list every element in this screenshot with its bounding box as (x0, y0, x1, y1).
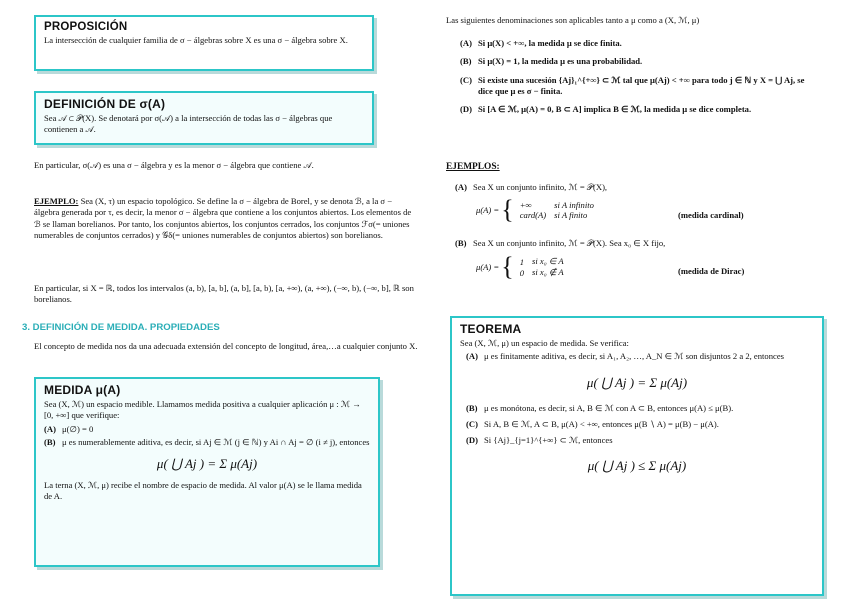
teorema-c-text: Si A, B ∈ ℳ, A ⊂ B, μ(A) < +∞, entonces μ(B ∖ A) = μ(B) − μ(A). (484, 418, 719, 429)
right-item-c (460, 75, 820, 98)
ejemplo-a-label: (A) (455, 182, 467, 192)
teorema-item-a (460, 351, 814, 362)
ejemplo-b-lhs: μ(A) = (476, 262, 500, 272)
ejemplo-paragraph (34, 196, 416, 241)
ejemplo-a-formula (476, 195, 598, 224)
ejemplo-b-case2: 0 (519, 267, 525, 278)
teorema-intro: Sea (X, ℳ, μ) un espacio de medida. Se verifica: (460, 338, 629, 348)
teorema-box (450, 316, 824, 596)
teorema-a-text: μ es finitamente aditiva, es decir, si A₁, A₂, …, A_N ∈ ℳ son disjuntos 2 a 2, entonces (484, 351, 784, 362)
ejemplo-a-text: Sea X un conjunto infinito, ℳ = 𝒫(X), (473, 182, 608, 192)
right-b-label: (B) (460, 56, 472, 67)
def-sigma-text: Sea 𝒜 ⊂ 𝒫(X). Se denotará por σ(𝒜) a la intersección de todas las σ − álgebras que contienen a 𝒜. (44, 113, 333, 135)
right-d-label: (D) (460, 104, 472, 115)
medida-closing: La terna (X, ℳ, μ) recibe el nombre de espacio de medida. Al valor μ(A) se le llama medida de A. (44, 480, 362, 502)
proposicion-box (34, 15, 374, 71)
teorema-item-d (460, 435, 814, 446)
right-b-text: Si μ(X) = 1, la medida μ es una probabilidad. (478, 56, 643, 67)
ejemplo-a-lhs: μ(A) = (476, 205, 500, 215)
particular-2: En particular, si X = ℝ, todos los intervalos (a, b), [a, b], (a, b], [a, b), [a, +∞), (a, +∞), (−∞, b), (−∞, b], ℝ son borelianos. (34, 283, 414, 305)
ejemplo-a-brace: { (501, 195, 514, 224)
def-sigma-title: DEFINICIÓN DE σ(A) (44, 97, 166, 111)
medida-item-a (44, 424, 370, 435)
teorema-d-text: Si {Aj}_{j=1}^{+∞} ⊂ ℳ, entonces (484, 435, 613, 446)
teorema-a-formula: μ( ⋃ Aj ) = Σ μ(Aj) (586, 374, 688, 390)
ejemplo-b-label: (B) (455, 238, 467, 248)
right-intro: Las siguientes denominaciones son aplicables tanto a μ como a (X, ℳ, μ) (446, 15, 700, 25)
medida-item-b (44, 437, 370, 448)
ejemplo-b-text: Sea X un conjunto infinito, ℳ = 𝒫(X). Sea x₀ ∈ X fijo, (473, 238, 666, 248)
ejemplo-a-note: (medida cardinal) (678, 210, 744, 220)
proposicion-text: La intersección de cualquier familia de σ − álgebras sobre X es una σ − álgebra sobre X. (44, 35, 348, 45)
medida-b-text: μ es numerablemente aditiva, es decir, si Aj ∈ ℳ (j ∈ ℕ) y Ai ∩ Aj = ∅ (i ≠ j), entonces (62, 436, 370, 447)
medida-a-text: μ(∅) = 0 (62, 423, 94, 434)
medida-formula: μ( ⋃ Aj ) = Σ μ(Aj) (156, 456, 258, 472)
ejemplo-text: Sea (X, τ) un espacio topológico. Se define la σ − álgebra de Borel, y se denota ℬ, a la σ − álgebra generada por τ, es decir, la menor σ − álgebra que contiene a los conjuntos abiertos. Los elementos de ℬ se llaman borelianos. Por tanto, los conjuntos abiertos, los conjuntos cerrados, los conjuntos ℱσ(= uniones numerables de conjuntos cerrados) y 𝒢δ(= uniones numerables de conjuntos abiertos) son borelianos. (34, 196, 412, 240)
def-sigma-box (34, 91, 374, 145)
ejemplo-a-case2: card(A) (519, 210, 547, 220)
teorema-b-text: μ es monótona, es decir, si A, B ∈ ℳ con A ⊂ B, entonces μ(A) ≤ μ(B). (484, 402, 734, 413)
ejemplos-title: EJEMPLOS: (446, 162, 500, 172)
ejemplo-b-formula (476, 252, 568, 281)
medida-intro: Sea (X, ℳ) un espacio medible. Llamamos medida positiva a cualquier aplicación μ : ℳ → [0, +∞] que verifique: (44, 399, 361, 421)
teorema-d-formula: μ( ⋃ Aj ) ≤ Σ μ(Aj) (587, 458, 687, 474)
teorema-item-b (460, 403, 814, 414)
medida-title: MEDIDA μ(A) (44, 383, 121, 397)
medida-box (34, 377, 380, 567)
ejemplo-b-case1-cond: si x₀ ∈ A (532, 256, 564, 266)
teorema-c-label: (C) (466, 418, 478, 429)
ejemplo-b-note: (medida de Dirac) (678, 266, 745, 276)
ejemplo-a-case2-cond: si A finito (554, 210, 588, 220)
teorema-a-label: (A) (466, 351, 478, 362)
ejemplo-b (455, 238, 825, 249)
ejemplo-b-case1: 1 (519, 256, 525, 267)
section-3-text: El concepto de medida nos da una adecuada extensión del concepto de longitud, área,…a cualquier conjunto X. (34, 341, 418, 351)
ejemplo-b-case2-cond: si x₀ ∉ A (532, 267, 564, 277)
right-c-label: (C) (460, 74, 472, 85)
medida-b-label: (B) (44, 436, 56, 447)
right-item-a (460, 38, 820, 49)
ejemplo-label: EJEMPLO: (34, 196, 79, 206)
particular-1: En particular, σ(𝒜) es una σ − álgebra y es la menor σ − álgebra que contiene 𝒜. (34, 160, 314, 170)
right-d-text: Si [A ∈ ℳ, μ(A) = 0, B ⊂ A] implica B ∈ ℳ, la medida μ se dice completa. (478, 104, 752, 115)
medida-a-label: (A) (44, 423, 56, 434)
right-c-text: Si existe una sucesión {Aj}₁^{+∞} ⊂ ℳ tal que μ(Aj) < +∞ para todo j ∈ ℕ y X = ⋃ Aj, se dice que μ es σ − finita. (478, 74, 805, 96)
ejemplo-b-brace: { (501, 252, 514, 281)
teorema-b-label: (B) (466, 402, 478, 413)
section-3-title: 3. DEFINICIÓN DE MEDIDA. PROPIEDADES (22, 322, 220, 333)
right-a-text: Si μ(X) < +∞, la medida μ se dice finita. (478, 38, 622, 48)
teorema-title: TEOREMA (460, 322, 522, 336)
teorema-item-c (460, 419, 814, 430)
ejemplo-a-case1-cond: si A infinito (554, 200, 594, 210)
right-item-b (460, 56, 820, 67)
proposicion-title: PROPOSICIÓN (44, 21, 128, 33)
right-items (460, 36, 820, 117)
ejemplo-a-case1: +∞ (519, 200, 532, 210)
ejemplo-a (455, 182, 825, 193)
right-a-label: (A) (460, 38, 472, 48)
right-item-d (460, 104, 820, 115)
teorema-d-label: (D) (466, 435, 478, 446)
